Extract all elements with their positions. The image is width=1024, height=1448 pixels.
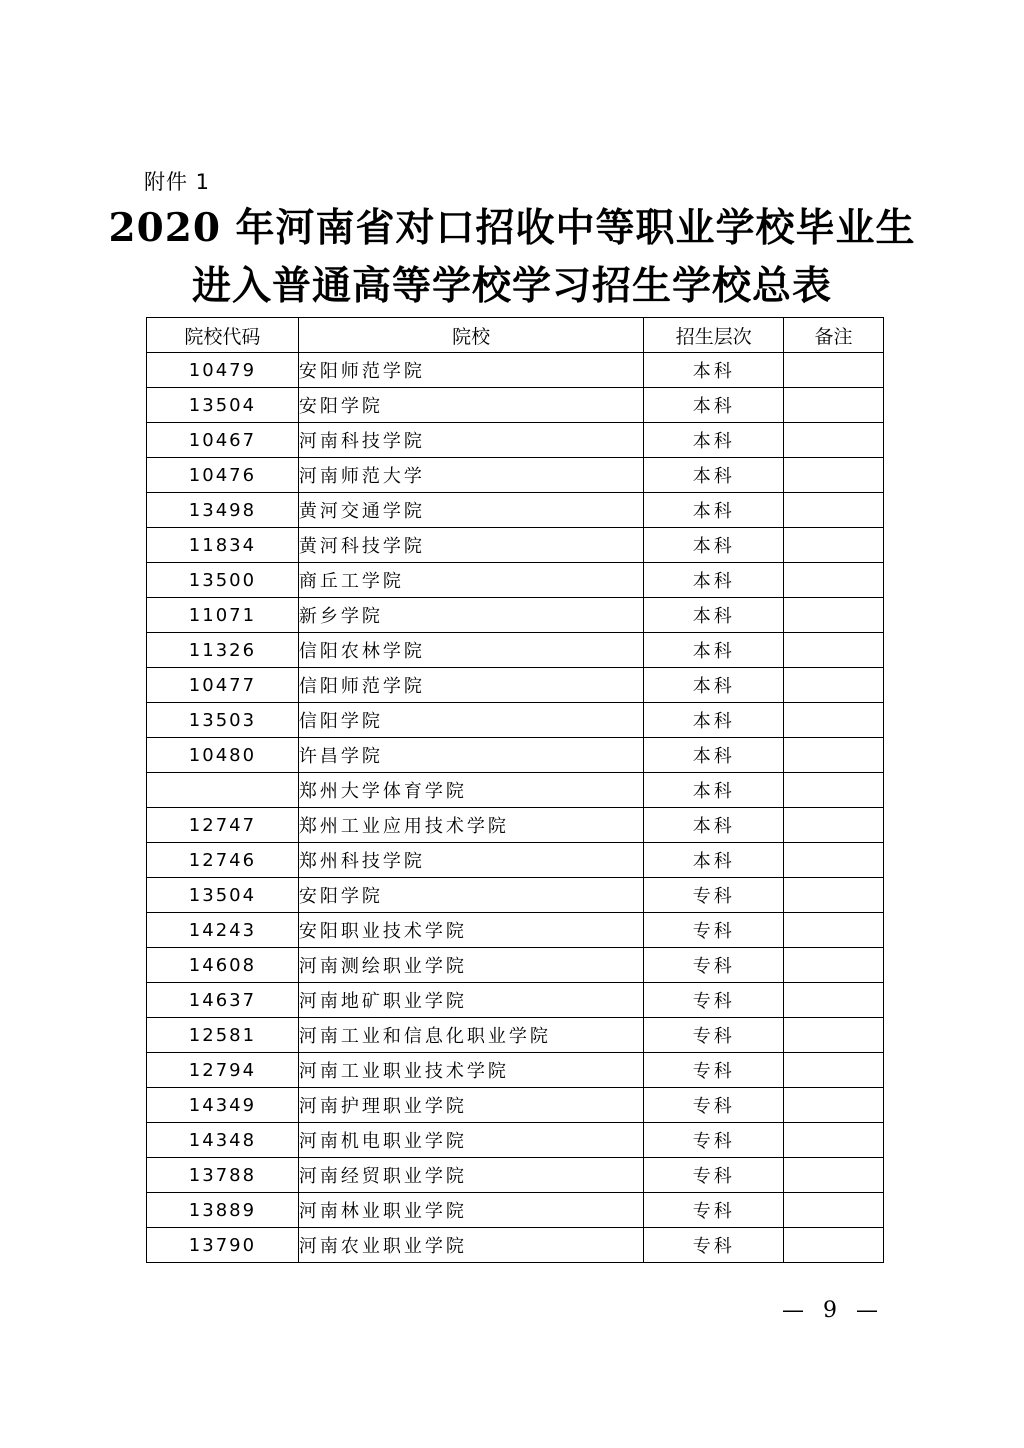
school-name-cell: 信阳学院 — [298, 703, 643, 738]
table-row — [147, 913, 884, 948]
admission-level-cell: 专科 — [644, 1018, 784, 1053]
admission-level-cell: 专科 — [644, 1123, 784, 1158]
admission-level-cell: 本科 — [644, 808, 784, 843]
school-code-cell: 12746 — [147, 843, 299, 878]
remarks-cell — [784, 528, 884, 563]
school-name-cell: 商丘工学院 — [298, 563, 643, 598]
remarks-cell — [784, 668, 884, 703]
school-name-cell: 河南护理职业学院 — [298, 1088, 643, 1123]
school-name-cell: 新乡学院 — [298, 598, 643, 633]
school-code-cell: 13500 — [147, 563, 299, 598]
school-name-cell: 河南科技学院 — [298, 423, 643, 458]
admission-level-cell: 专科 — [644, 913, 784, 948]
admission-level-cell: 专科 — [644, 1193, 784, 1228]
school-name-cell: 郑州大学体育学院 — [298, 773, 643, 808]
remarks-cell — [784, 458, 884, 493]
school-name-cell: 黄河交通学院 — [298, 493, 643, 528]
remarks-cell — [784, 703, 884, 738]
remarks-cell — [784, 1088, 884, 1123]
school-name-cell: 河南林业职业学院 — [298, 1193, 643, 1228]
school-name-cell: 河南测绘职业学院 — [298, 948, 643, 983]
school-name-cell: 河南工业和信息化职业学院 — [298, 1018, 643, 1053]
admission-level-cell: 本科 — [644, 773, 784, 808]
school-name-cell: 安阳学院 — [298, 388, 643, 423]
admission-level-cell: 本科 — [644, 388, 784, 423]
header-school-code: 院校代码 — [147, 318, 299, 353]
school-name-cell: 安阳学院 — [298, 878, 643, 913]
table-row — [147, 808, 884, 843]
school-name-cell: 河南工业职业技术学院 — [298, 1053, 643, 1088]
admission-level-cell: 本科 — [644, 633, 784, 668]
remarks-cell — [784, 1123, 884, 1158]
school-name-cell: 河南经贸职业学院 — [298, 1158, 643, 1193]
remarks-cell — [784, 878, 884, 913]
table-row — [147, 388, 884, 423]
table-row — [147, 528, 884, 563]
table-row — [147, 878, 884, 913]
table-row — [147, 1228, 884, 1263]
table-row — [147, 598, 884, 633]
table-row — [147, 458, 884, 493]
school-name-cell: 信阳农林学院 — [298, 633, 643, 668]
school-code-cell: 12581 — [147, 1018, 299, 1053]
school-name-cell: 河南机电职业学院 — [298, 1123, 643, 1158]
table-row — [147, 493, 884, 528]
school-code-cell: 11071 — [147, 598, 299, 633]
school-code-cell: 10477 — [147, 668, 299, 703]
school-code-cell: 12794 — [147, 1053, 299, 1088]
table-row — [147, 563, 884, 598]
school-code-cell: 14637 — [147, 983, 299, 1018]
remarks-cell — [784, 633, 884, 668]
remarks-cell — [784, 388, 884, 423]
admission-level-cell: 本科 — [644, 423, 784, 458]
school-name-cell: 河南地矿职业学院 — [298, 983, 643, 1018]
school-code-cell: 14349 — [147, 1088, 299, 1123]
header-remarks: 备注 — [784, 318, 884, 353]
school-code-cell: 10480 — [147, 738, 299, 773]
remarks-cell — [784, 808, 884, 843]
school-code-cell: 13504 — [147, 388, 299, 423]
school-code-cell: 11834 — [147, 528, 299, 563]
table-row — [147, 1158, 884, 1193]
school-code-cell: 14348 — [147, 1123, 299, 1158]
school-name-cell: 河南农业职业学院 — [298, 1228, 643, 1263]
school-code-cell: 13889 — [147, 1193, 299, 1228]
table-row — [147, 353, 884, 388]
admission-level-cell: 本科 — [644, 353, 784, 388]
table-row — [147, 1053, 884, 1088]
admission-level-cell: 专科 — [644, 1053, 784, 1088]
remarks-cell — [784, 913, 884, 948]
table-row — [147, 1018, 884, 1053]
admission-level-cell: 本科 — [644, 843, 784, 878]
remarks-cell — [784, 773, 884, 808]
admission-level-cell: 专科 — [644, 1158, 784, 1193]
admission-level-cell: 本科 — [644, 493, 784, 528]
table-row — [147, 668, 884, 703]
school-name-cell: 黄河科技学院 — [298, 528, 643, 563]
remarks-cell — [784, 738, 884, 773]
remarks-cell — [784, 1018, 884, 1053]
school-code-cell: 12747 — [147, 808, 299, 843]
table-body — [147, 353, 884, 1263]
remarks-cell — [784, 948, 884, 983]
admission-level-cell: 专科 — [644, 1228, 784, 1263]
admission-level-cell: 本科 — [644, 703, 784, 738]
school-name-cell: 河南师范大学 — [298, 458, 643, 493]
school-name-cell: 信阳师范学院 — [298, 668, 643, 703]
page-number: — 9 — — [782, 1298, 884, 1323]
table-row — [147, 423, 884, 458]
remarks-cell — [784, 353, 884, 388]
school-name-cell: 安阳职业技术学院 — [298, 913, 643, 948]
school-code-cell: 13788 — [147, 1158, 299, 1193]
schools-table — [146, 317, 884, 1263]
table-row — [147, 738, 884, 773]
remarks-cell — [784, 983, 884, 1018]
admission-level-cell: 本科 — [644, 738, 784, 773]
remarks-cell — [784, 423, 884, 458]
table-row — [147, 1088, 884, 1123]
table-row — [147, 1123, 884, 1158]
school-code-cell — [147, 773, 299, 808]
table-header-row — [147, 318, 884, 353]
remarks-cell — [784, 1228, 884, 1263]
document-title-line-2: 进入普通高等学校学习招生学校总表 — [191, 263, 832, 309]
remarks-cell — [784, 843, 884, 878]
table-row — [147, 633, 884, 668]
header-school-name: 院校 — [298, 318, 643, 353]
school-code-cell: 14608 — [147, 948, 299, 983]
remarks-cell — [784, 1193, 884, 1228]
school-name-cell: 郑州工业应用技术学院 — [298, 808, 643, 843]
school-code-cell: 13498 — [147, 493, 299, 528]
remarks-cell — [784, 598, 884, 633]
school-code-cell: 14243 — [147, 913, 299, 948]
school-code-cell: 11326 — [147, 633, 299, 668]
admission-level-cell: 本科 — [644, 598, 784, 633]
admission-level-cell: 本科 — [644, 563, 784, 598]
remarks-cell — [784, 1158, 884, 1193]
school-name-cell: 许昌学院 — [298, 738, 643, 773]
remarks-cell — [784, 563, 884, 598]
admission-level-cell: 专科 — [644, 983, 784, 1018]
admission-level-cell: 本科 — [644, 458, 784, 493]
admission-level-cell: 本科 — [644, 668, 784, 703]
document-title-line-1: 2020 年河南省对口招收中等职业学校毕业生 — [108, 205, 916, 251]
header-admission-level: 招生层次 — [644, 318, 784, 353]
table-row — [147, 983, 884, 1018]
school-code-cell: 10479 — [147, 353, 299, 388]
remarks-cell — [784, 1053, 884, 1088]
table-row — [147, 948, 884, 983]
table-row — [147, 1193, 884, 1228]
admission-level-cell: 专科 — [644, 878, 784, 913]
school-name-cell: 安阳师范学院 — [298, 353, 643, 388]
admission-level-cell: 专科 — [644, 948, 784, 983]
school-code-cell: 13504 — [147, 878, 299, 913]
school-name-cell: 郑州科技学院 — [298, 843, 643, 878]
admission-level-cell: 专科 — [644, 1088, 784, 1123]
table-row — [147, 843, 884, 878]
school-code-cell: 13503 — [147, 703, 299, 738]
school-code-cell: 13790 — [147, 1228, 299, 1263]
table-row — [147, 703, 884, 738]
table-row — [147, 773, 884, 808]
school-code-cell: 10467 — [147, 423, 299, 458]
admission-level-cell: 本科 — [644, 528, 784, 563]
school-code-cell: 10476 — [147, 458, 299, 493]
attachment-label: 附件 1 — [144, 170, 211, 194]
remarks-cell — [784, 493, 884, 528]
